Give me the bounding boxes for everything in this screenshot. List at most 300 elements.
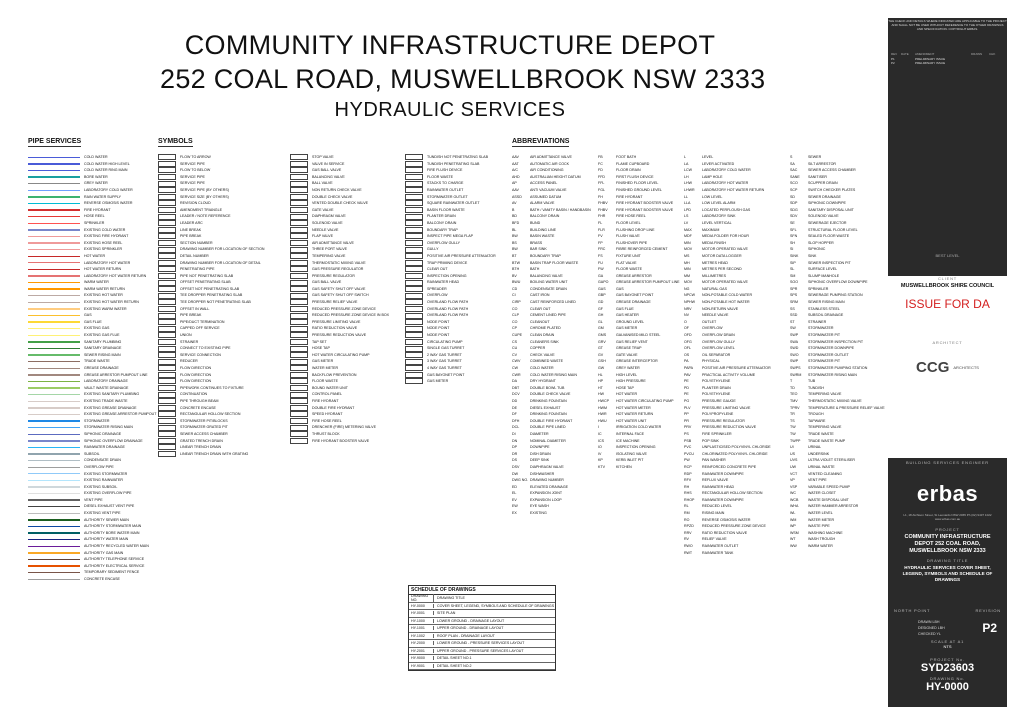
abbreviation-code: SH [790,240,795,245]
symbol-row [405,246,496,253]
symbol-label: GAS BAYONET POINT [427,372,465,377]
abbreviation-row [790,253,885,260]
abbreviation-code: CO [512,319,518,324]
abbreviation-code: EV [512,497,517,502]
abbreviation-code: FHBV [598,207,608,212]
pipe-service-row [28,174,156,181]
abbreviation-code: GBP [598,293,606,298]
symbol-glyph-icon [405,233,423,239]
symbol-label: GAS SAFETY SHUT OFF VALVE [312,286,366,291]
symbol-label: FLOW TO ARROW [180,155,211,159]
abbreviation-meaning: GREY WATER [616,366,640,370]
abbreviation-meaning: OVERFLOW [702,326,723,331]
abbreviation-code: DS [512,458,517,463]
drawing-title: HYDRAULIC SERVICES COVER SHEET, LEGEND, SYMBOLS AND SCHEDULE OF DRAWINGS [902,565,993,582]
symbol-label: AMENDMENT TRIANGLE [180,207,222,212]
abbreviation-meaning: TEMPERATURE & PRESSURE RELIEF VALVE [808,405,885,410]
pipe-service-label: FIRE HYDRANT [84,207,111,212]
pipe-service-label: AUTHORITY WATER MAIN [84,537,129,542]
abbreviation-row [790,194,885,201]
pipe-service-row [28,187,156,194]
symbol-label: SPREADER [427,286,447,291]
symbol-row [290,292,389,299]
symbol-row [290,358,389,365]
abbreviation-row [512,253,591,260]
symbol-glyph-icon [158,273,176,279]
abbreviation-meaning: NEEDLE VALVE [702,313,729,318]
symbol-row [290,154,389,161]
pipe-service-row [28,345,156,352]
symbol-glyph-icon [405,365,423,371]
abbreviation-row [512,325,591,332]
symbol-row [158,325,264,332]
symbol-glyph-icon [405,299,423,305]
abbreviation-code: HWCP [598,398,609,403]
abbreviation-code: PSB [684,438,692,443]
symbol-label: PENETRATING PIPE [180,267,215,272]
pipe-service-row [28,385,156,392]
abbreviation-row [790,497,885,504]
abbreviation-code: FC [598,161,603,166]
abbreviation-code: WW [790,544,797,549]
pipe-line-swatch [28,335,80,336]
symbol-row [158,319,264,326]
abbreviation-code: BL [512,227,517,232]
symbol-glyph-icon [290,378,308,384]
abbreviation-meaning: GROUND LEVEL [616,319,645,324]
abbreviation-row [512,365,591,372]
abbreviation-meaning: SIPHONIC OVERFLOW DOWNPIPE [808,280,868,285]
symbol-label: CAPPED OFF SERVICE [180,326,220,331]
abbreviation-row [790,306,885,313]
pipe-service-label: EXISTING SPRINKLER [84,247,123,252]
abbreviation-code: MAX [684,227,692,232]
abbreviation-row [598,220,680,227]
abbreviation-meaning: PLANTER DRAIN [702,385,731,390]
project-address: 252 COAL ROAD, MUSWELLBROOK NSW 2333 [160,64,766,94]
pipe-service-label: TEMPORARY SEDIMENT FENCE [84,570,140,575]
abbreviation-meaning: MOTOR OPERATED VALVE [702,280,748,285]
symbol-row [290,253,389,260]
abbreviation-row [684,391,771,398]
symbol-glyph-icon [290,280,308,286]
symbol-label: HOSE TAP [312,346,330,351]
abbreviation-meaning: BOILING WATER UNIT [530,280,568,285]
abbreviation-row [790,490,885,497]
abbreviation-meaning: LOW LEVEL ALARM [702,201,736,206]
abbreviation-row [790,345,885,352]
pipe-service-row [28,444,156,451]
abbreviation-meaning: VARIABLE SPEED PUMP [808,484,850,489]
abbreviation-meaning: MEDIA FOLDER FOR HOUR [702,234,749,239]
symbol-row [158,240,264,247]
symbol-glyph-icon [405,319,423,325]
abbreviation-row [598,352,680,359]
pipe-service-row [28,391,156,398]
abbreviation-code: IO [598,445,602,450]
symbol-label: SQUARE RAINWATER OUTLET [427,201,480,206]
symbol-label: GULLY [427,247,439,252]
abbreviation-code: DI [512,431,516,436]
revision-cell: PRELIMINARY ISSUE [915,61,946,65]
abbreviation-meaning: RECTANGULAR HOLLOW SECTION [702,491,763,496]
abbreviation-code: BTH [512,267,520,272]
abbreviation-code: NPHW [684,300,695,305]
abbreviation-code: CV [512,352,517,357]
pipe-service-row [28,484,156,491]
symbol-glyph-icon [290,398,308,404]
abbreviation-row [684,220,771,227]
abbreviation-code: CS [512,339,517,344]
abbreviation-code: PG [684,398,690,403]
symbol-label: BOUNDARY TRAP [427,227,458,232]
symbol-label: SERVICE PIPE (BY OTHERS) [180,187,229,192]
abbreviation-meaning: REVERSE OSMOSIS WATER [702,517,751,522]
abbreviation-code: DE [512,405,517,410]
symbol-label: SERVICE PIPE [180,174,205,179]
abbreviation-code: SOO [790,280,798,285]
abbreviation-meaning: FLOOR WASTE [616,267,643,272]
symbol-label: STORMWATER PIT/BLOCKS [180,418,228,423]
symbol-label: SERVICE PIPE [180,181,205,186]
symbol-glyph-icon [290,260,308,266]
pipe-line-swatch [28,361,80,362]
pipe-line-swatch [28,519,80,520]
symbol-row [158,161,264,168]
symbol-label: GAS PRESSURE REGULATOR [312,267,364,272]
abbreviation-meaning: STORMWATER PIT [808,359,841,364]
abbreviation-row [790,543,885,550]
abbreviation-code: SWRM [790,372,802,377]
abbreviation-meaning: SPRINKLER [808,286,829,291]
abbreviation-code: DN [512,438,518,443]
symbol-row [290,194,389,201]
symbol-label: PIPE NOT PENETRATING SLAB [180,273,234,278]
abbreviation-meaning: DOUBLE BOWL TUB [530,385,565,390]
abbreviation-row [598,411,680,418]
abbreviation-code: OFD [684,333,692,338]
abbreviation-meaning: RAINWATER DOWNPIPE [702,497,744,502]
abbreviation-code: DR [512,451,518,456]
abbreviation-code: LCW [684,168,692,173]
symbol-glyph-icon [405,313,423,319]
abbreviation-meaning: NOMINAL DIAMETER [530,438,566,443]
symbol-row [405,273,496,280]
abbreviation-code: MIN [684,240,691,245]
abbreviation-meaning: EXPANSION JOINT [530,491,563,496]
abbreviation-code: DSV [512,464,520,469]
abbreviation-code: FS [598,253,603,258]
abbreviation-code: DCV [512,392,520,397]
symbol-label: OVERFLOW [427,293,448,298]
symbol-label: TAP SET [312,339,327,344]
abbreviation-meaning: FLUSHOVER PIPE [616,240,648,245]
abbreviation-code: WT [790,537,796,542]
abbreviation-row [512,424,591,431]
symbols-heading: SYMBOLS [158,138,193,145]
symbol-label: FLOOR WASTE [427,174,454,179]
pipe-line-swatch [28,249,80,250]
abbreviation-row [512,372,591,379]
abbreviation-meaning: HIGH LEVEL [616,372,638,377]
abbreviation-row [598,345,680,352]
symbol-label: TEE DROPPER NOT PENETRATING SLAB [180,300,251,305]
abbreviation-meaning: METRES PER SECOND [702,267,742,272]
abbreviation-code: TWPP [790,438,801,443]
pipe-line-swatch [28,493,80,494]
abbreviation-meaning: FINISHED FLOOR LEVEL [616,181,659,186]
abbreviation-row [790,266,885,273]
symbol-row [405,299,496,306]
pipe-service-label: COLD WATER RING MAIN [84,168,128,173]
abbreviation-code: BD [512,214,517,219]
pipe-line-swatch [28,157,80,158]
schedule-drawing-no: HY-2001 [409,649,434,653]
symbol-row [405,200,496,207]
pipe-line-swatch [28,209,80,210]
abbreviation-meaning: PHYSICAL [702,359,720,364]
symbol-row [405,312,496,319]
abbreviation-code: UVS [790,458,798,463]
abbreviation-code: S [790,155,793,159]
symbol-row [405,266,496,273]
pipe-services-heading: PIPE SERVICES [28,138,82,145]
abbreviation-code: RRV [684,530,692,535]
symbol-label: RAINWATER OUTLET [427,187,464,192]
abbreviation-meaning: BALANCING VALVE [530,273,563,278]
pipe-service-label: EXISTING TRADE WASTE [84,398,128,403]
abbreviation-meaning: COLD WATER [530,366,554,370]
symbol-label: TUNDISH PENETRATING SLAB [427,161,480,166]
symbols-legend-col1 [158,154,264,457]
pipe-service-label: AUTHORITY ELECTRICAL SERVICE [84,563,145,568]
symbol-glyph-icon [290,332,308,338]
abbreviation-row [790,365,885,372]
abbreviation-meaning: RATIO REDUCTION VALVE [702,530,748,535]
abbreviation-row [512,292,591,299]
abbreviation-row [684,385,771,392]
abbreviation-code: GL [598,319,603,324]
abbreviation-row [598,431,680,438]
symbol-row [290,240,389,247]
abbreviation-meaning: REDUCED PRESSURE ZONE DEVICE [702,524,766,529]
abbreviation-row [598,398,680,405]
abbreviation-meaning: HOT WATER METER [616,405,651,410]
abbreviation-row [684,471,771,478]
pipe-service-label: RAINWATER DRAINAGE [84,445,125,450]
symbol-row [405,306,496,313]
abbreviation-meaning: DEEP SINK [530,458,550,463]
abbreviation-code: ED [512,484,517,489]
abbreviation-row [790,213,885,220]
abbreviation-row [790,372,885,379]
abbreviation-code: PD [684,385,689,390]
pipe-service-row [28,253,156,260]
symbol-label: TEMPERING VALVE [312,253,346,258]
symbol-label: BACKFLOW PREVENTION [312,372,357,377]
pipe-service-label: AUTHORITY GAS MAIN [84,550,124,555]
pipe-line-swatch [28,321,80,322]
abbreviation-meaning: AIR CONDITIONING [530,168,564,173]
abbreviation-meaning: HOT WATER RETURN [616,412,654,417]
abbreviation-code: GW [598,366,605,370]
abbreviation-row [790,233,885,240]
pipe-service-row [28,246,156,253]
symbol-glyph-icon [290,431,308,437]
pipe-service-row [28,200,156,207]
abbreviation-row [512,279,591,286]
abbreviation-meaning: ULTRA VIOLET STERILISER [808,458,855,463]
abbreviation-row [684,503,771,510]
revision-cell: P1 [891,56,895,61]
abbreviation-meaning: POLYETHYLENE [702,392,731,397]
pipe-service-label: SEWER RISING MAIN [84,352,121,357]
pipe-line-swatch [28,440,80,441]
symbol-glyph-icon [290,240,308,246]
symbol-glyph-icon [290,313,308,319]
pipe-service-row [28,418,156,425]
symbol-row [290,200,389,207]
abbreviation-code: WC [790,491,796,496]
revision-label: REVISION [975,608,1001,613]
symbol-glyph-icon [290,359,308,365]
abbreviation-code: SWO [790,352,799,357]
abbreviation-row [684,378,771,385]
symbol-glyph-icon [158,220,176,226]
abbreviation-code: HL [598,372,603,377]
abbreviation-row [684,286,771,293]
pipe-service-label: STORMWATER RISING MAIN [84,425,133,430]
abbreviation-code: BV [512,273,517,278]
pipe-line-swatch [28,368,80,369]
abbreviation-code: HWM [598,405,607,410]
abbreviation-meaning: LABORATORY HOT WATER RETURN [702,187,765,192]
abbreviation-code: MS [684,253,690,258]
abbreviation-code: GAPO [598,280,609,285]
symbol-row [158,253,264,260]
schedule-row [409,625,555,633]
symbol-row [290,391,389,398]
pipe-line-swatch [28,282,80,283]
abbreviation-code: CIRP [512,300,521,305]
symbol-label: SOLENOID VALVE [312,220,343,225]
symbol-label: GAS SAFETY SHUT OFF SWITCH [312,293,369,298]
symbol-glyph-icon [158,181,176,187]
symbol-glyph-icon [405,326,423,332]
pipe-service-row [28,405,156,412]
abbreviation-code: HT [598,385,603,390]
symbol-label: FLOW TO BELOW [180,168,211,173]
symbol-row [405,213,496,220]
abbreviation-meaning: SILT ARRESTOR [808,161,836,166]
abbreviation-code: RWO [684,544,693,549]
client-label: CLIENT [937,276,958,281]
abbreviation-meaning: RAINWATER HEAD [702,484,735,489]
abbreviation-row [684,180,771,187]
pipe-service-row [28,477,156,484]
pipe-service-row [28,536,156,543]
symbol-row [158,213,264,220]
schedule-drawing-title: UPPER GROUND - DRAINAGE LAYOUT [437,626,504,631]
symbol-label: WATER METER [312,366,339,370]
abbreviation-row [512,385,591,392]
abbreviation-meaning: DOUBLE CHECK VALVE [530,392,571,397]
abbreviation-code: OS [684,352,690,357]
pipe-service-label: COLD WATER [84,155,108,159]
symbol-label: REDUCER [180,359,198,364]
symbol-glyph-icon [158,280,176,286]
abbreviation-meaning: TUB [808,379,816,384]
pipe-line-swatch [28,229,80,230]
abbreviation-meaning: REFLUX VALVE [702,478,729,483]
abbreviation-code: HW [598,392,604,397]
symbol-label: PIPE THROUGH BEAM [180,398,219,403]
abbreviation-code: SDP [790,201,798,206]
symbol-glyph-icon [158,253,176,259]
abbreviation-row [790,457,885,464]
abbreviation-code: IV [598,451,602,456]
abbreviation-meaning: SEWER DRAINAGE [808,194,841,199]
symbol-row [158,438,264,445]
abbreviation-row [598,464,680,471]
abbreviation-code: RFV [684,478,692,483]
symbol-row [290,266,389,273]
abbreviation-code: FP [598,240,603,245]
symbol-glyph-icon [290,372,308,378]
pipe-service-label: EXISTING COLD WATER [84,227,126,232]
project-name: COMMUNITY INFRASTRUCTURE DEPOT 252 COAL ROAD, MUSWELLBROOK NSW 2333 [904,534,991,554]
pipe-line-swatch [28,354,80,355]
symbol-label: REDUCED PRESSURE ZONE DEVICE [312,306,376,311]
abbreviation-code: SWD [790,346,799,351]
abbreviation-meaning: GAS BAYONET POINT [616,293,654,298]
abbreviation-meaning: HOT WATER [616,392,638,397]
abbreviation-row [512,306,591,313]
abbreviation-row [684,200,771,207]
abbreviation-meaning: WATER CLOSET [808,491,836,496]
symbol-label: SINGLE GAS TURRET [427,346,465,351]
pipe-line-swatch [28,295,80,296]
abbreviation-row [684,154,771,161]
abbreviation-code: VP [790,478,795,483]
schedule-drawing-title: SITE PLAN [437,611,456,616]
abbreviation-meaning: PRESSURE GAUGE [702,398,736,403]
abbreviation-code: GD [598,300,604,305]
abbreviation-code: L [684,155,686,159]
pipe-service-row [28,497,156,504]
abbreviation-row [512,246,591,253]
abbreviation-row [512,312,591,319]
symbol-label: CIRCULATING PUMP [427,339,463,344]
pipe-service-row [28,438,156,445]
symbol-row [405,174,496,181]
abbreviation-meaning: OIL SEPARATOR [702,352,731,357]
abbreviation-row [598,372,680,379]
symbol-glyph-icon [158,194,176,200]
pipe-service-label: AUTHORITY STORMWATER MAIN [84,524,142,529]
symbol-row [290,424,389,431]
abbreviation-code: LHWR [684,187,695,192]
architect-logo-text: CCG [916,359,950,376]
symbol-label: PIPEWORK CONTINUES TO FIXTURE [180,385,244,390]
abbreviation-row [790,220,885,227]
abbreviation-row [790,286,885,293]
symbol-label: INSPECTION OPENING [427,273,467,278]
abbreviation-code: FHR [598,214,606,219]
abbreviation-code: KTV [598,464,605,469]
pipe-services-legend [28,154,156,583]
symbol-glyph-icon [405,240,423,246]
